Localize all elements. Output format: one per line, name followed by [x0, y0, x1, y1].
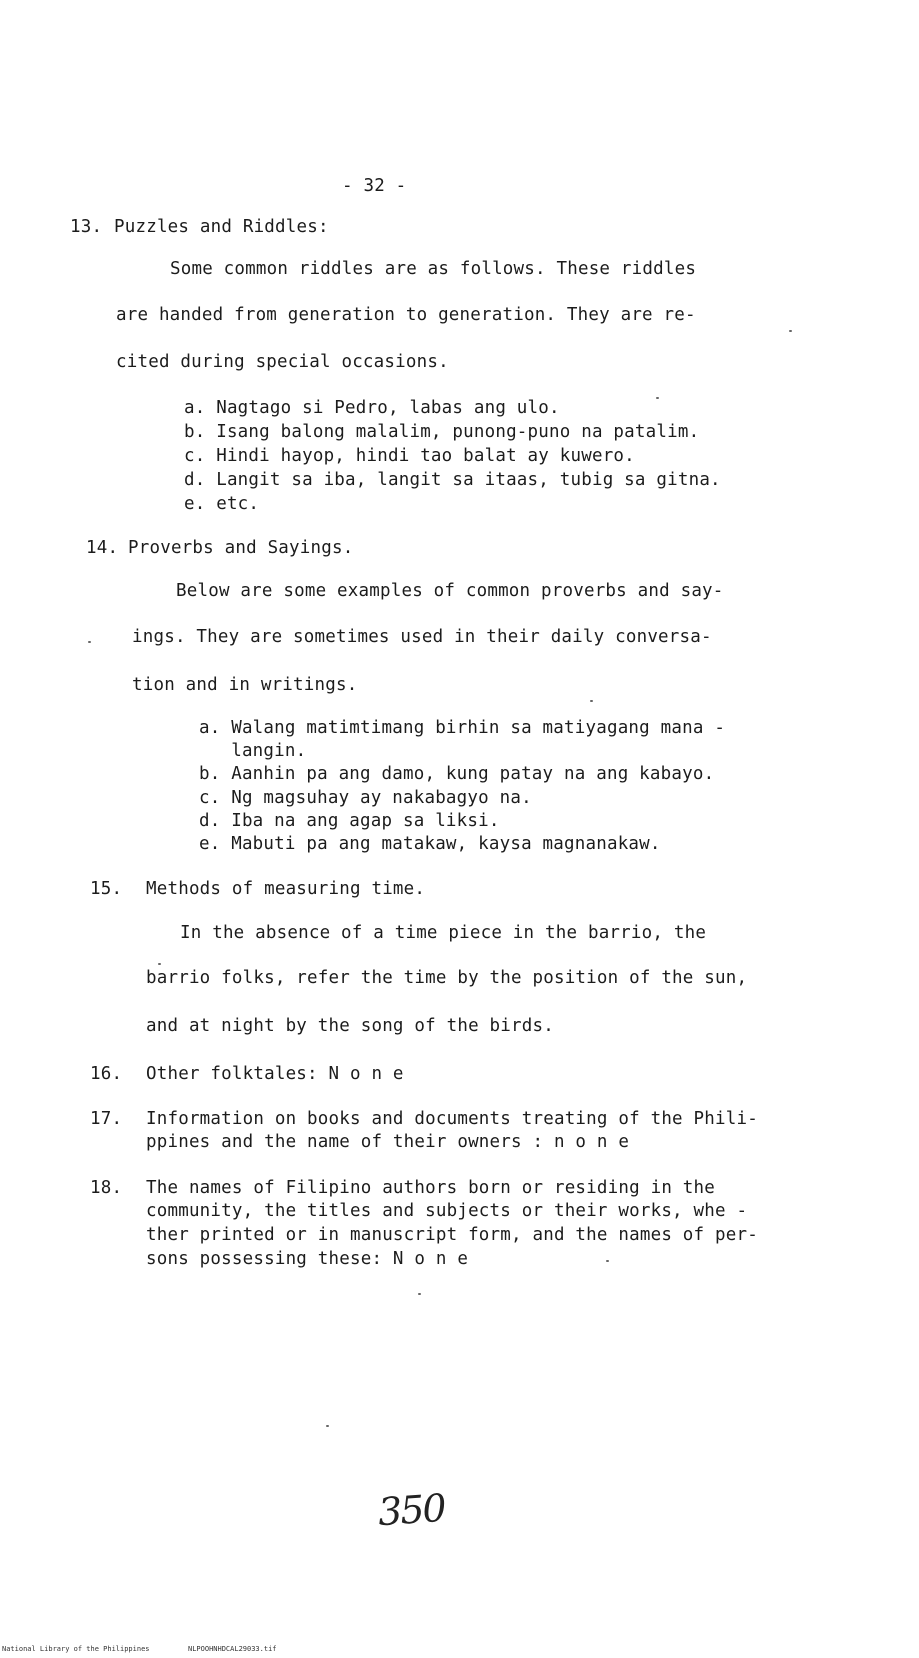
section-14-para-line-2: ings. They are sometimes used in their daily conversa-: [132, 627, 712, 647]
scan-speck: [656, 397, 659, 399]
proverb-item: d. Iba na ang agap sa liksi.: [199, 811, 500, 831]
section-15-para-line-1: In the absence of a time piece in the barrio, the: [180, 923, 707, 943]
proverb-item: c. Ng magsuhay ay nakabagyo na.: [199, 788, 532, 808]
section-17-line-2: ppines and the name of their owners : n o n e: [146, 1132, 630, 1152]
section-14-para-line-1: Below are some examples of common proverbs and say-: [176, 581, 724, 601]
handwritten-page-number: 350: [376, 1485, 446, 1535]
section-18-line-4: sons possessing these: N o n e: [146, 1249, 469, 1269]
section-13-number: 13.: [70, 217, 103, 237]
section-16-title: Other folktales: N o n e: [146, 1064, 404, 1084]
section-13-para-line-2: are handed from generation to generation. They are re-: [116, 305, 696, 325]
riddle-item: a. Nagtago si Pedro, labas ang ulo.: [184, 398, 560, 418]
section-15-number: 15.: [90, 879, 123, 899]
section-15-para-line-3: and at night by the song of the birds.: [146, 1016, 554, 1036]
proverb-item: b. Aanhin pa ang damo, kung patay na ang kabayo.: [199, 764, 715, 784]
scan-speck: [88, 641, 91, 643]
footer-file: NLPOOHNHDCAL29033.tif: [188, 1645, 277, 1653]
section-15-para-line-2: barrio folks, refer the time by the position of the sun,: [146, 968, 748, 988]
section-13-para-line-1: Some common riddles are as follows. These riddles: [170, 259, 697, 279]
section-17-line-1: Information on books and documents treating of the Phili-: [146, 1109, 758, 1129]
section-18-line-3: ther printed or in manuscript form, and the names of per-: [146, 1225, 758, 1245]
scan-speck: [606, 1260, 609, 1262]
section-15-title: Methods of measuring time.: [146, 879, 426, 899]
scan-speck: [158, 963, 161, 965]
proverb-item: a. Walang matimtimang birhin sa matiyagang mana -: [199, 718, 726, 738]
footer-library: National Library of the Philippines: [2, 1645, 150, 1653]
section-18-line-1: The names of Filipino authors born or residing in the: [146, 1178, 716, 1198]
section-16-number: 16.: [90, 1064, 123, 1084]
scan-speck: [590, 700, 593, 702]
section-18-number: 18.: [90, 1178, 123, 1198]
riddle-item: c. Hindi hayop, hindi tao balat ay kuwero.: [184, 446, 635, 466]
section-18-line-2: community, the titles and subjects or their works, whe -: [146, 1201, 748, 1221]
section-17-number: 17.: [90, 1109, 123, 1129]
proverb-item: langin.: [199, 741, 307, 761]
page-number: - 32 -: [342, 176, 407, 196]
scan-speck: [789, 330, 792, 332]
scan-speck: [326, 1425, 329, 1427]
riddle-item: e. etc.: [184, 494, 260, 514]
section-13-title: Puzzles and Riddles:: [114, 217, 329, 237]
proverb-item: e. Mabuti pa ang matakaw, kaysa magnanakaw.: [199, 834, 661, 854]
scan-speck: [418, 1293, 421, 1295]
section-14-title: Proverbs and Sayings.: [128, 538, 354, 558]
riddle-item: d. Langit sa iba, langit sa itaas, tubig sa gitna.: [184, 470, 721, 490]
section-13-para-line-3: cited during special occasions.: [116, 352, 449, 372]
section-14-para-line-3: tion and in writings.: [132, 675, 358, 695]
riddle-item: b. Isang balong malalim, punong-puno na patalim.: [184, 422, 700, 442]
section-14-number: 14.: [86, 538, 119, 558]
